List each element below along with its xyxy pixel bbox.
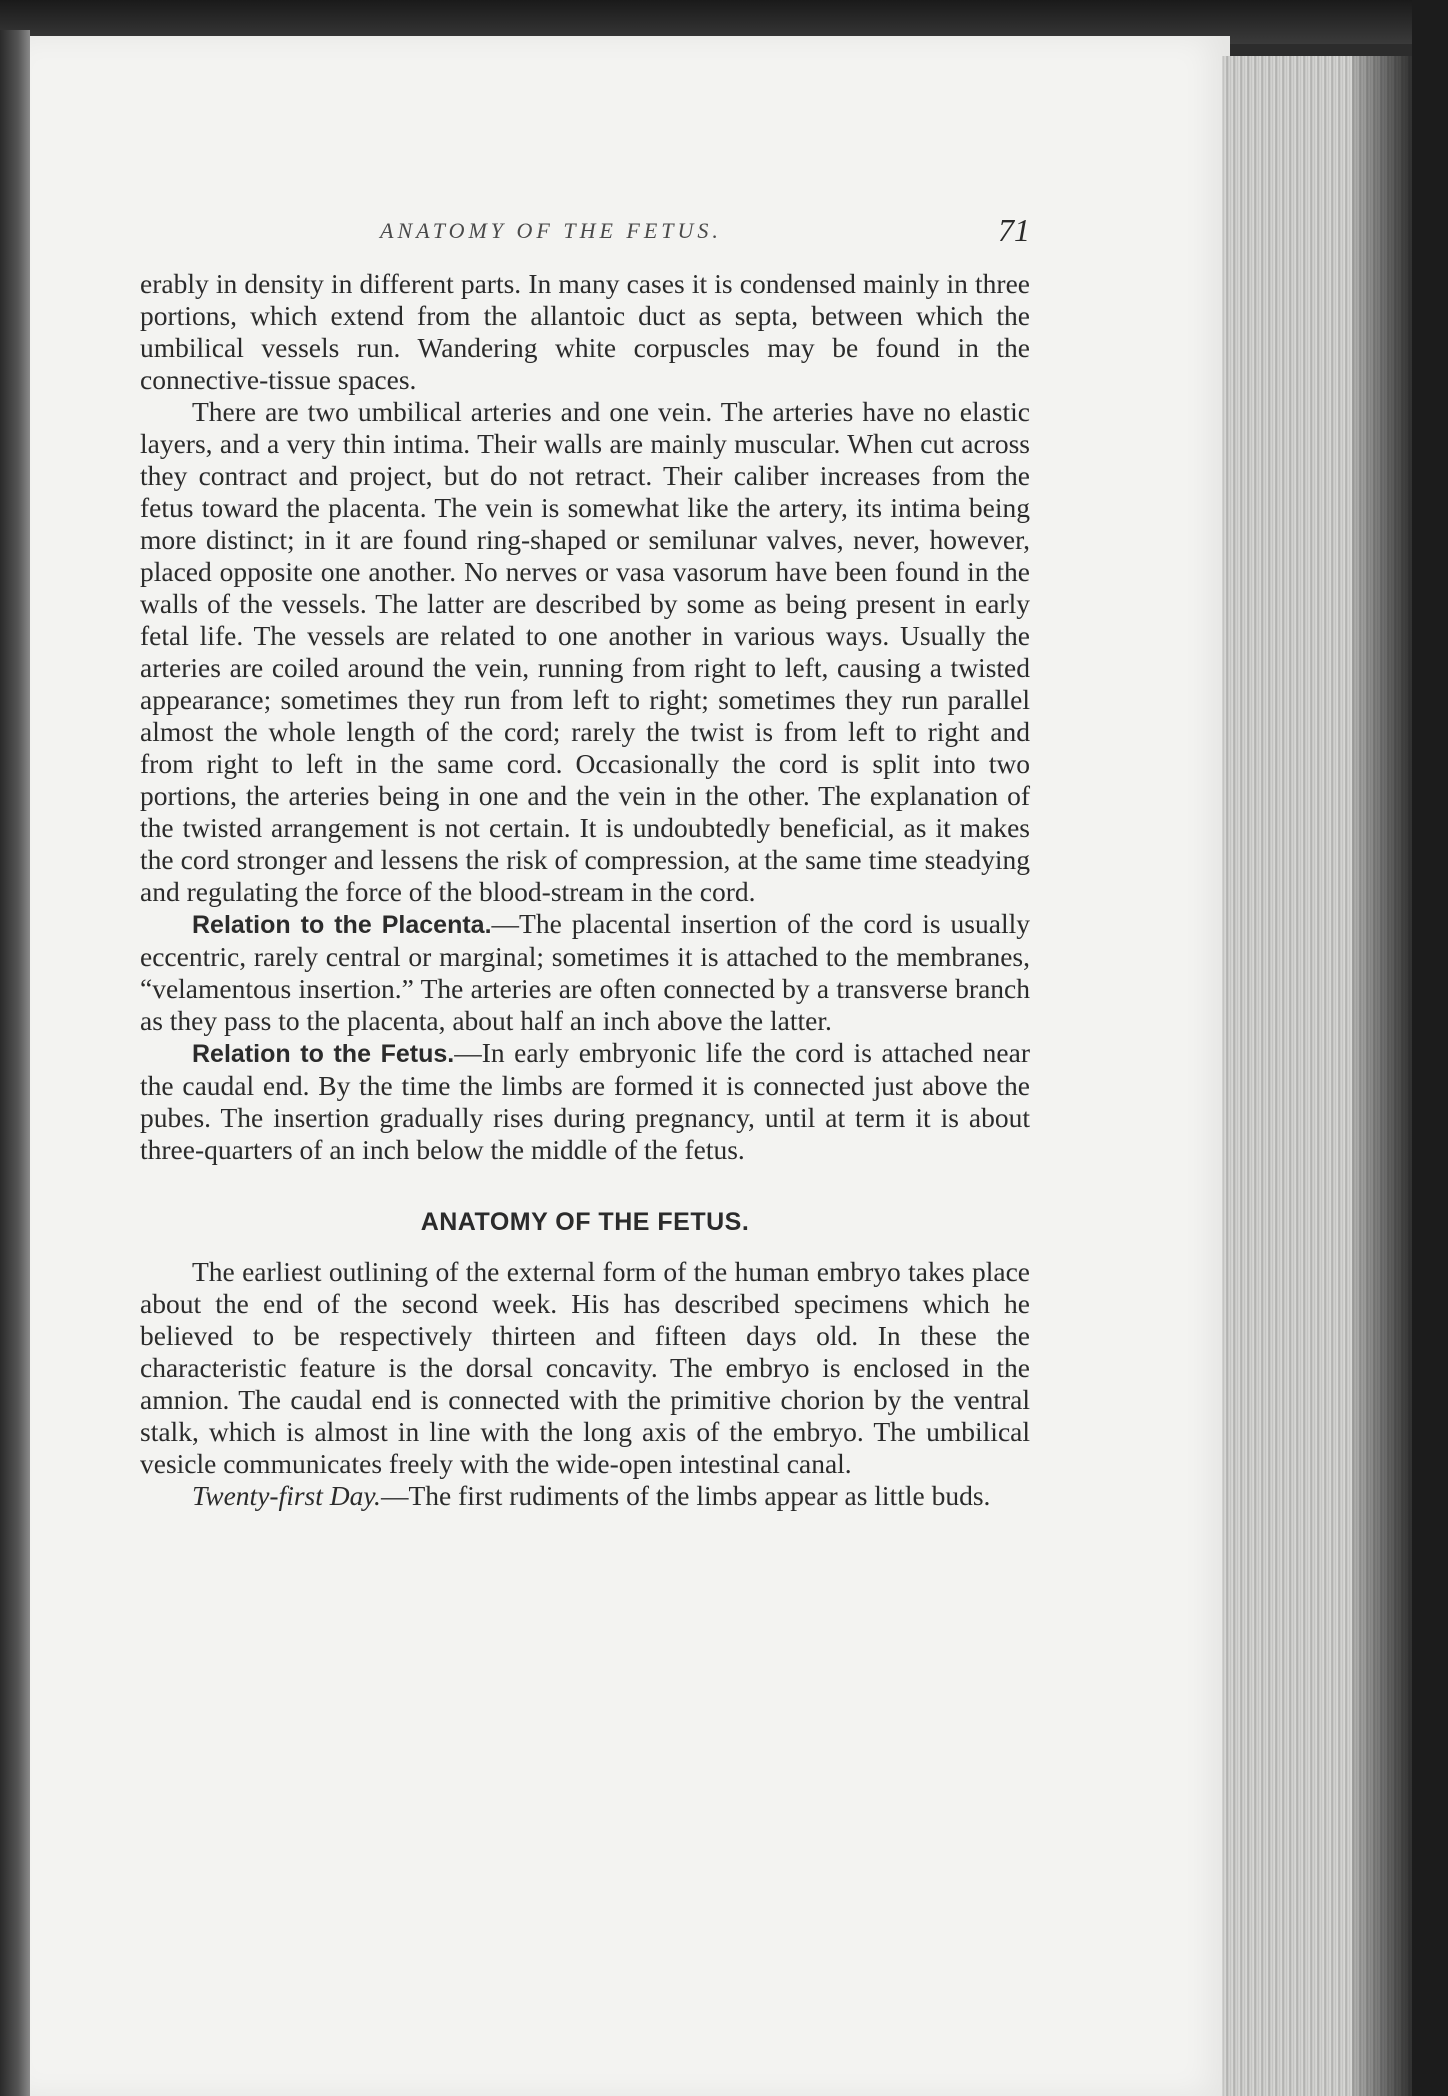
- run-in-heading-day: Twenty-first Day.: [192, 1480, 381, 1511]
- page-number: 71: [998, 212, 1030, 248]
- paragraph-5: The earliest outlining of the external form of the human embryo takes place about the end of the second week. His has described specimens which he believed to be respectively thirteen and fifteen days old. In these the characteristic feature is the dorsal concavity. The embryo is enclosed in the amnion. The caudal end is connected with the primitive chorion by the ventral stalk, which is almost in line with the long axis of the embryo. The umbilical vesicle communicates freely with the wide-open intestinal canal.: [140, 1256, 1030, 1479]
- paragraph-3-text: —The placental insertion of the cord is usually eccentric, rarely central or marginal; sometimes it is attached to the membranes, “velamentous insertion.” The arteries are often connected by a transverse branch as they pass to the placenta, about half an inch above the latter.: [140, 908, 1030, 1036]
- run-in-heading-placenta: Relation to the Placenta.: [192, 911, 492, 939]
- page-edge-stack: [1222, 56, 1412, 2096]
- paragraph-6-text: —The first rudiments of the limbs appear as little buds.: [380, 1480, 991, 1511]
- paragraph-6: [140, 1480, 1030, 1512]
- paragraph-3: [140, 908, 1030, 1037]
- run-in-heading-fetus: Relation to the Fetus.: [192, 1040, 455, 1068]
- left-page-strip: [0, 30, 30, 2096]
- paragraph-1: erably in density in different parts. In many cases it is condensed mainly in three portions, which extend from the allantoic duct as septa, between which the umbilical vessels run. Wandering white corpuscles may be found in the connective-tissue spaces.: [140, 268, 1030, 395]
- right-background: [1412, 0, 1448, 2096]
- page-body: [140, 268, 1030, 1512]
- section-title: ANATOMY OF THE FETUS.: [420, 1208, 750, 1236]
- paragraph-4: [140, 1037, 1030, 1166]
- paragraph-2: There are two umbilical arteries and one vein. The arteries have no elastic layers, and a very thin intima. Their walls are mainly muscular. When cut across they contract and project, but do not retract. Their caliber increases from the fetus toward the placenta. The vein is somewhat like the artery, its intima being more distinct; in it are found ring-shaped or semilunar valves, never, however, placed opposite one another. No nerves or vasa vasorum have been found in the walls of the vessels. The latter are described by some as being present in early fetal life. The vessels are related to one another in various ways. Usually the arteries are coiled around the vein, running from right to left, causing a twisted appearance; sometimes they run from left to right; sometimes they run parallel almost the whole length of the cord; rarely the twist is from left to right and from right to left in the same cord. Occasionally the cord is split into two portions, the arteries being in one and the vein in the other. The explanation of the twisted arrangement is not certain. It is undoubtedly beneficial, as it makes the cord stronger and lessens the risk of compression, at the same time steadying and regulating the force of the blood-stream in the cord.: [140, 396, 1030, 907]
- paragraph-4-text: —In early embryonic life the cord is attached near the caudal end. By the time the limbs are formed it is connected just above the pubes. The insertion gradually rises during pregnancy, until at term it is about three-quarters of an inch below the middle of the fetus.: [140, 1037, 1030, 1165]
- page-header: [140, 210, 1030, 254]
- running-title: ANATOMY OF THE FETUS.: [380, 218, 722, 243]
